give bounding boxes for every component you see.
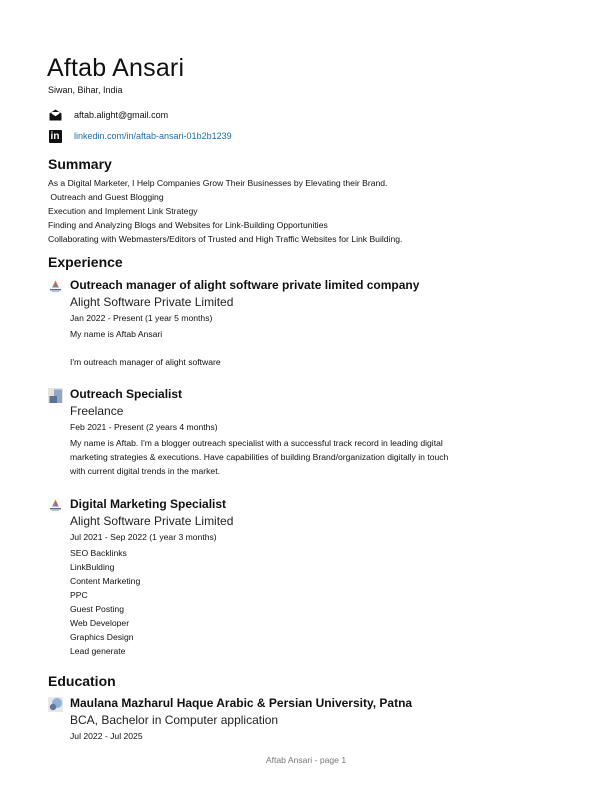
job-description [70, 546, 530, 658]
description-line: SEO Backlinks [70, 548, 127, 558]
job-title: Outreach Specialist [70, 387, 183, 401]
company-name: Alight Software Private Limited [70, 295, 234, 309]
company-name: Alight Software Private Limited [70, 514, 234, 528]
job-description [70, 436, 530, 478]
description-line: Graphics Design [70, 632, 134, 642]
education-heading: Education [48, 673, 116, 689]
summary-line: As a Digital Marketer, I Help Companies Grow Their Businesses by Elevating their Brand. [48, 178, 388, 188]
email-text[interactable]: aftab.alight@gmail.com [74, 110, 169, 120]
summary-line: Execution and Implement Link Strategy [48, 206, 198, 216]
job-title: Outreach manager of alight software private limited company [70, 278, 420, 292]
school-logo-icon [48, 697, 63, 712]
description-line: with current digital trends in the market. [70, 466, 220, 476]
freelance-logo-icon [48, 388, 63, 403]
description-line [70, 341, 530, 355]
company-name: Freelance [70, 404, 124, 418]
alight-logo-icon [48, 279, 63, 294]
summary-line: Collaborating with Webmasters/Editors of Trusted and High Traffic Websites for Link Building. [48, 234, 403, 244]
description-line: I'm outreach manager of alight software [70, 357, 221, 367]
candidate-name: Aftab Ansari [47, 54, 185, 82]
linkedin-icon: in [48, 129, 62, 143]
description-line: PPC [70, 590, 88, 600]
email-icon [48, 108, 62, 122]
alight-logo-icon [48, 498, 63, 513]
contact-email [48, 107, 168, 123]
experience-heading: Experience [48, 254, 123, 270]
description-line: Lead generate [70, 646, 126, 656]
job-dates: Feb 2021 - Present (2 years 4 months) [70, 422, 218, 432]
summary-line: Finding and Analyzing Blogs and Websites for Link-Building Opportunities [48, 220, 328, 230]
school-name: Maulana Mazharul Haque Arabic & Persian University, Patna [70, 696, 413, 710]
education-dates: Jul 2022 - Jul 2025 [70, 731, 143, 741]
description-line: LinkBulding [70, 562, 115, 572]
description-line: Guest Posting [70, 604, 124, 614]
description-line: marketing strategies & executions. Have capabilities of building Brand/organization digitally in touch [70, 452, 449, 462]
contact-linkedin [48, 128, 232, 144]
job-dates: Jan 2022 - Present (1 year 5 months) [70, 313, 213, 323]
description-line: My name is Aftab. I'm a blogger outreach specialist with a successful track record in leading digital [70, 438, 443, 448]
job-dates: Jul 2021 - Sep 2022 (1 year 3 months) [70, 532, 217, 542]
degree-name: BCA, Bachelor in Computer application [70, 713, 279, 727]
description-line: Content Marketing [70, 576, 141, 586]
job-title: Digital Marketing Specialist [70, 497, 227, 511]
summary-text [48, 176, 402, 246]
job-description [70, 327, 530, 369]
description-line: My name is Aftab Ansari [70, 329, 163, 339]
linkedin-link[interactable]: linkedin.com/in/aftab-ansari-01b2b1239 [74, 131, 232, 141]
summary-heading: Summary [48, 156, 112, 172]
summary-line: Outreach and Guest Blogging [48, 192, 164, 202]
candidate-location: Siwan, Bihar, India [48, 85, 123, 95]
page-footer: Aftab Ansari - page 1 [265, 755, 347, 765]
description-line: Web Developer [70, 618, 130, 628]
